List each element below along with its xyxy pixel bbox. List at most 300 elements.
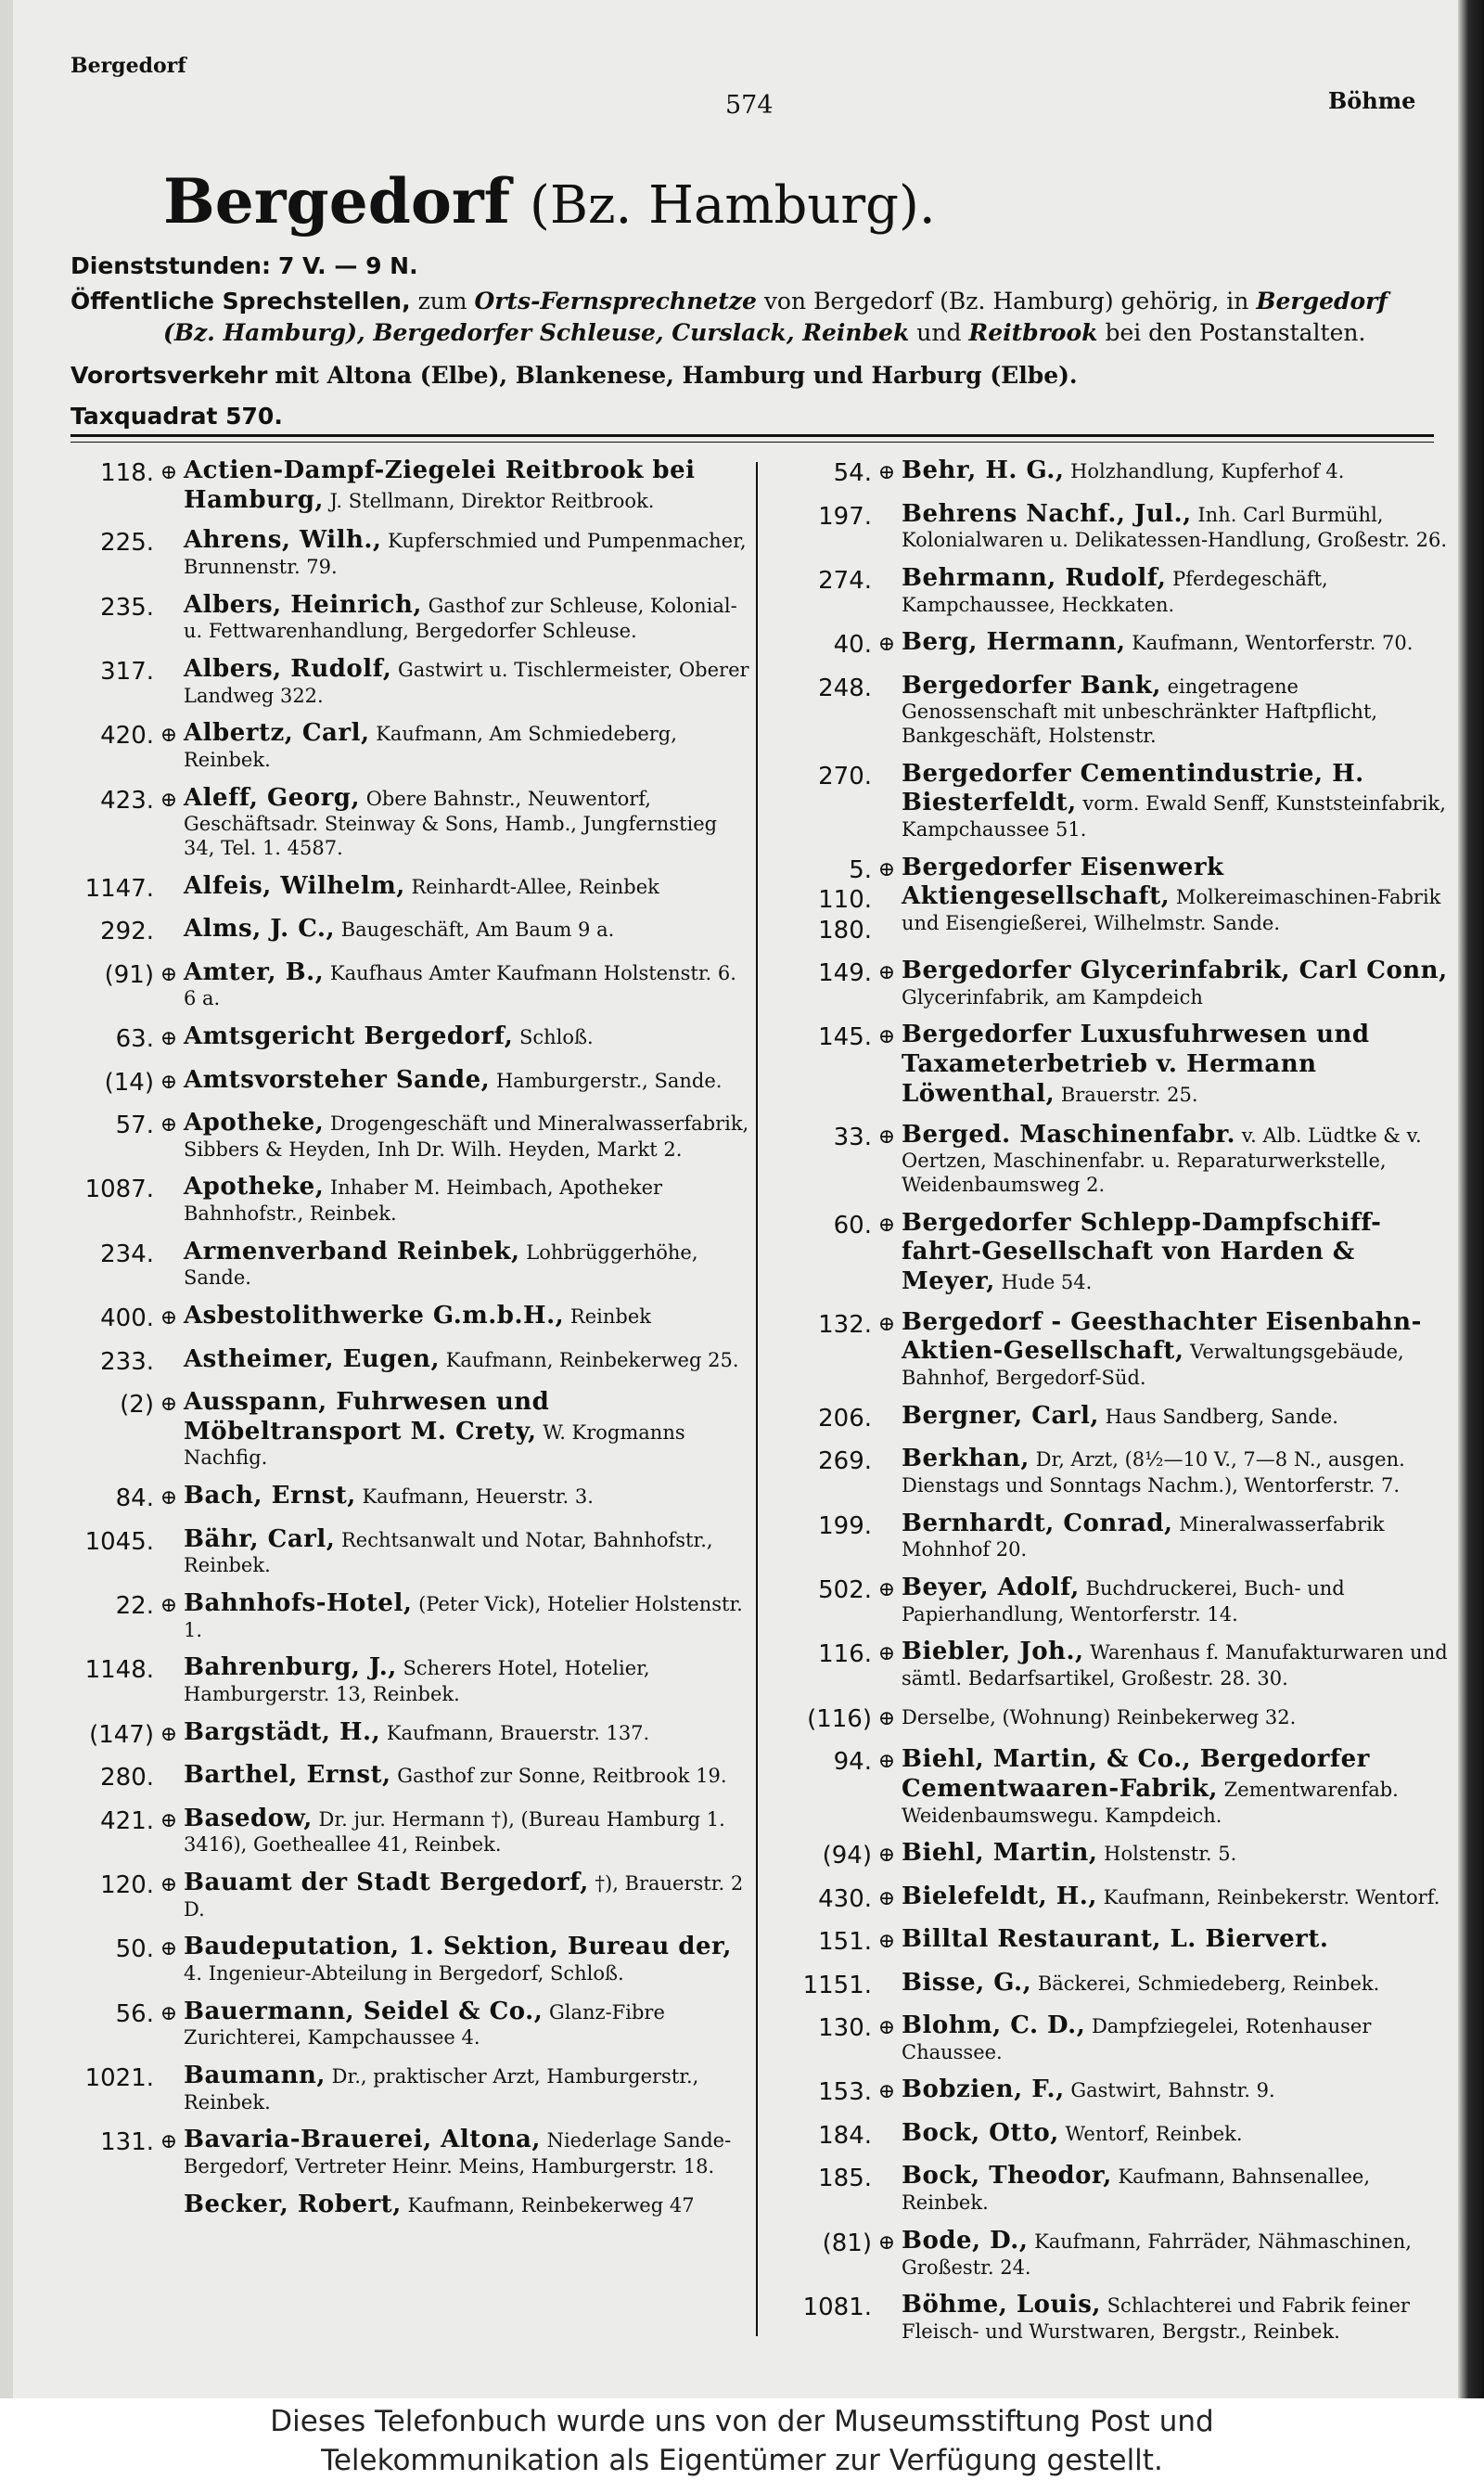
entry-number: 1148. (84, 1656, 154, 1685)
sprechstellen-text: und (916, 319, 962, 346)
public-station-mark-icon: ⊕ (877, 1642, 896, 1666)
entry-description: Lohbrüggerhöhe, Sande. (184, 1240, 698, 1290)
entry-name: Berged. Maschinenfabr. (902, 1120, 1236, 1149)
column-divider (756, 462, 758, 2336)
entry-number (61, 2191, 154, 2192)
directory-entry (61, 526, 751, 579)
entry-description: eingetragene Genossenschaft mit unbeschränkter Haftpflicht, Bankgeschäft, Holstenstr. (902, 675, 1378, 747)
entry-text (184, 1109, 751, 1162)
directory-entry (800, 1839, 1449, 1871)
entry-text (184, 526, 751, 579)
entry-text (184, 655, 751, 708)
entry-name: Armenverband Reinbek, (184, 1237, 520, 1266)
entry-description: Brauerstr. 25. (1060, 1083, 1198, 1106)
entry-name: Bielefeldt, H., (902, 1882, 1097, 1910)
directory-entry (800, 1308, 1449, 1391)
entry-number: 274. (818, 566, 872, 595)
entry-name: Baudeputation, 1. Sektion, Bureau der, (184, 1933, 732, 1961)
directory-entry (800, 1882, 1449, 1915)
directory-entry (800, 2011, 1449, 2064)
entry-description: Niederlage Sande-Bergedorf, Vertreter Heinr. Meins, Hamburgerstr. 18. (184, 2129, 732, 2178)
directory-entry (800, 957, 1449, 1009)
entry-number: 1021. (84, 2063, 154, 2092)
directory-entry (61, 1589, 751, 1642)
directory-entry (800, 1638, 1449, 1690)
entry-text (184, 1388, 751, 1471)
entry-number: 430. (818, 1884, 872, 1913)
entry-description: Hude 54. (1001, 1271, 1093, 1293)
public-station-mark-icon (872, 760, 902, 764)
entry-name: Bavaria-Brauerei, Altona, (184, 2126, 541, 2154)
entry-number: 270. (818, 762, 872, 790)
entry-number: 400. (100, 1304, 154, 1332)
entry-description: Drogengeschäft und Mineralwasserfabrik, Sibbers & Heyden, Inh Dr. Wilh. Heyden, Markt 2. (184, 1112, 749, 1161)
entry-number: 56. (115, 1999, 154, 2028)
directory-entry (61, 1173, 751, 1226)
entry-description: Verwaltungsgebäude, Bahnhof, Bergedorf-Süd. (902, 1341, 1404, 1390)
entry-text (184, 1525, 751, 1578)
entry-text (902, 500, 1449, 553)
entry-description: Haus Sandberg, Sande. (1105, 1405, 1338, 1428)
entry-name: Bergedorfer Cementindustrie, H. Biesterfeldt, (902, 759, 1364, 817)
info-sprechstellen (70, 284, 1434, 319)
entry-number: 116. (818, 1640, 872, 1669)
directory-entry (61, 1525, 751, 1578)
entry-text (184, 1589, 751, 1642)
entry-number: 199. (818, 1511, 872, 1540)
public-station-mark-icon (154, 1653, 184, 1657)
directory-entry (800, 2227, 1449, 2280)
entry-number: 60. (833, 1211, 872, 1240)
entry-description: Kupferschmied und Pumpenmacher, Brunnenstr. 79. (184, 530, 747, 579)
entry-name: Bergedorfer Eisenwerk Aktiengesellschaft, (902, 853, 1224, 911)
public-station-mark-icon: ⊕ (160, 1872, 178, 1896)
sprechstellen-text: von Bergedorf (Bz. Hamburg) gehörig, in (763, 288, 1249, 315)
entry-text (184, 591, 751, 644)
entry-text (184, 1761, 751, 1791)
entry-text (184, 1998, 751, 2050)
entry-description: Holstenstr. 5. (1104, 1843, 1237, 1866)
public-station-mark-icon (872, 2162, 902, 2165)
entry-number: 145. (818, 1023, 872, 1052)
entry-number: 63. (115, 1025, 154, 1054)
entry-text (184, 719, 751, 772)
entry-text (184, 2191, 751, 2220)
entry-description: Pferdegeschäft, Kampchaussee, Heckkaten. (902, 567, 1328, 616)
entry-name: Bisse, G., (902, 1968, 1032, 1997)
public-station-mark-icon: ⊕ (877, 1844, 896, 1868)
page-left-edge (0, 0, 13, 2398)
entry-number: 151. (818, 1928, 872, 1957)
directory-entry (800, 1574, 1449, 1626)
running-head-name: Böhme (1328, 87, 1416, 114)
entry-description: Baugeschäft, Am Baum 9 a. (340, 919, 615, 942)
entry-text (184, 1653, 751, 1706)
entry-text (902, 1574, 1449, 1626)
public-station-mark-icon: ⊕ (160, 1593, 178, 1617)
entry-name: Actien-Dampf-Ziegelei Reitbrook bei Hamburg, (184, 456, 696, 514)
public-station-mark-icon (872, 2119, 902, 2123)
entry-description: J. Stellmann, Direktor Reitbrook. (329, 489, 655, 512)
entry-text (902, 1969, 1449, 1998)
entry-description: Reinhardt-Allee, Reinbek (411, 875, 659, 898)
entry-description: Gastwirt, Bahnstr. 9. (1070, 2079, 1275, 2102)
public-station-mark-icon (872, 564, 902, 568)
entry-number: 153. (818, 2078, 872, 2107)
directory-entry (61, 1482, 751, 1514)
entry-description: Dampfziegelei, Rotenhauser Chaussee. (902, 2015, 1372, 2063)
entry-description: Derselbe, (Wohnung) Reinbekerweg 32. (902, 1705, 1297, 1728)
entry-name: Baumann, (184, 2061, 326, 2089)
entry-description: Gasthof zur Sonne, Reitbrook 19. (397, 1765, 727, 1788)
entry-text (902, 854, 1449, 936)
entry-name: Astheimer, Eugen, (184, 1344, 441, 1373)
entry-description: Kaufmann, Reinbekerweg 25. (445, 1348, 739, 1371)
public-station-mark-icon (154, 915, 184, 919)
public-station-mark-icon: ⊕ (160, 1722, 178, 1746)
entry-description: Kaufmann, Fahrräder, Nähmaschinen, Großestr. 24. (902, 2229, 1412, 2279)
entry-number: 206. (818, 1404, 872, 1433)
entry-text (902, 957, 1449, 1009)
directory-entry (61, 2062, 751, 2114)
directory-entry (61, 655, 751, 708)
public-station-mark-icon: ⊕ (877, 633, 896, 657)
entry-text (902, 456, 1449, 486)
entry-number: (91) (104, 960, 154, 989)
public-station-mark-icon (872, 1445, 902, 1448)
entry-number: 120. (100, 1870, 154, 1899)
entry-description: Kaufmann, Bahnsenallee, Reinbek. (902, 2165, 1371, 2215)
entry-description: Kaufmann, Brauerstr. 137. (386, 1721, 650, 1744)
entry-description: Holzhandlung, Kupferhof 4. (1070, 460, 1345, 482)
public-station-mark-icon: ⊕ (877, 1886, 896, 1910)
entry-number: (2) (120, 1391, 154, 1419)
entry-description: Glanz-Fibre Zurichterei, Kampchaussee 4. (184, 2000, 665, 2050)
left-column (61, 456, 751, 2230)
entry-name: Behr, H. G., (902, 456, 1065, 484)
public-station-mark-icon (872, 500, 902, 504)
sprechstellen-italic: Orts-Fernsprechnetze (474, 288, 757, 315)
entry-text (184, 1805, 751, 1857)
entry-name: Barthel, Ernst, (184, 1761, 391, 1790)
public-station-mark-icon: ⊕ (877, 1213, 896, 1237)
directory-entry (800, 854, 1449, 946)
public-station-mark-icon: ⊕ (160, 1113, 178, 1137)
entry-text (184, 1022, 751, 1052)
entry-text (902, 1209, 1449, 1297)
directory-entry (61, 719, 751, 772)
directory-entry (800, 2291, 1449, 2344)
entry-number: (81) (822, 2229, 872, 2257)
entry-number: 5. 110. 180. (818, 855, 872, 944)
directory-entry (61, 1933, 751, 1985)
public-station-mark-icon: ⊕ (160, 1808, 178, 1832)
public-station-mark-icon: ⊕ (160, 1306, 178, 1330)
entry-description: Wentorf, Reinbek. (1065, 2122, 1243, 2145)
entry-number: 57. (115, 1112, 154, 1140)
entry-text (184, 784, 751, 861)
entry-number: 1147. (84, 874, 154, 903)
entry-description: Molkereimaschinen-Fabrik und Eisengießerei, Wilhelmstr. Sande. (902, 886, 1441, 935)
directory-entry (800, 1121, 1449, 1198)
entry-name: Bähr, Carl, (184, 1524, 336, 1553)
dienststunden-value: 7 V. — 9 N. (277, 252, 418, 279)
directory-entry (800, 2162, 1449, 2215)
info-sprechstellen-line2 (163, 315, 1484, 351)
public-station-mark-icon: ⊕ (877, 2016, 896, 2040)
public-station-mark-icon: ⊕ (160, 962, 178, 986)
entry-text (184, 2126, 751, 2178)
entry-text (902, 1882, 1449, 1912)
directory-entry (800, 1703, 1449, 1735)
entry-name: Apotheke, (184, 1109, 325, 1137)
running-head-place: Bergedorf (70, 54, 186, 78)
entry-description: Buchdruckerei, Buch- und Papierhandlung, Wentorferstr. 14. (902, 1576, 1345, 1625)
entry-text (902, 1445, 1449, 1497)
entry-number: 502. (818, 1575, 872, 1604)
entry-name: Bahrenburg, J., (184, 1653, 397, 1682)
entry-number: 269. (818, 1447, 872, 1476)
directory-entry (61, 1022, 751, 1055)
public-station-mark-icon: ⊕ (877, 461, 896, 484)
entry-description: 4. Ingenieur-Abteilung in Bergedorf, Schloß. (184, 1961, 624, 1985)
entry-name: Bargstädt, H., (184, 1717, 381, 1746)
entry-name: Biehl, Martin, & Co., Bergedorfer Cementwaaren-Fabrik, (902, 1745, 1370, 1803)
entry-number: 317. (100, 658, 154, 687)
directory-entry (61, 872, 751, 905)
entry-number: 84. (115, 1484, 154, 1513)
entry-name: Biebler, Joh., (902, 1638, 1084, 1666)
entry-number: (147) (89, 1720, 154, 1749)
entry-name: Bergedorfer Glycerinfabrik, Carl Conn, (902, 957, 1448, 985)
entry-name: Bergedorf - Geesthachter Eisenbahn-Aktien-Gesellschaft, (902, 1307, 1422, 1366)
sprechstellen-italic: Bergedorf (1256, 288, 1388, 315)
public-station-mark-icon: ⊕ (160, 2130, 178, 2154)
entry-text (184, 1238, 751, 1291)
entry-text (902, 628, 1449, 658)
entry-number: 280. (100, 1764, 154, 1793)
sprechstellen-text: bei den Postanstalten. (1105, 319, 1366, 346)
public-station-mark-icon: ⊕ (160, 1937, 178, 1961)
public-station-mark-icon: ⊕ (877, 2080, 896, 2104)
entry-name: Bock, Theodor, (902, 2162, 1112, 2191)
info-taxquadrat (70, 399, 1434, 434)
entry-number: 225. (100, 529, 154, 558)
public-station-mark-icon (154, 1761, 184, 1765)
public-station-mark-icon: ⊕ (160, 724, 178, 748)
entry-description: (Peter Vick), Hotelier Holstenstr. 1. (184, 1592, 743, 1641)
entry-number: 132. (818, 1310, 872, 1339)
entry-number: 234. (100, 1240, 154, 1268)
sprechstellen-italic: Reitbrook (968, 319, 1098, 346)
entry-text (902, 1638, 1449, 1690)
public-station-mark-icon: ⊕ (877, 1312, 896, 1336)
entry-description: Hamburgerstr., Sande. (495, 1069, 723, 1092)
entry-description: Kaufmann, Heuerstr. 3. (362, 1485, 594, 1509)
public-station-mark-icon (872, 1969, 902, 1972)
public-station-mark-icon (872, 672, 902, 675)
entry-text (184, 915, 751, 944)
directory-entry (61, 1388, 751, 1471)
public-station-mark-icon: ⊕ (160, 1070, 178, 1094)
entry-text (184, 1345, 751, 1375)
page-binding-edge (1458, 0, 1484, 2398)
public-station-mark-icon: ⊕ (877, 857, 896, 881)
entry-name: Alms, J. C., (184, 915, 336, 944)
directory-entry (61, 1998, 751, 2050)
entry-description: Kaufmann, Reinbekerweg 47 (407, 2193, 695, 2217)
sprechstellen-text: zum (417, 288, 467, 315)
entry-description: Mineralwasserfabrik Mohnhof 20. (902, 1512, 1385, 1561)
directory-entry (800, 1969, 1449, 2001)
entry-name: Amtsvorsteher Sande, (184, 1065, 491, 1094)
entry-description: Inhaber M. Heimbach, Apotheker Bahnhofstr., Reinbek. (184, 1176, 663, 1226)
entry-text (184, 1718, 751, 1748)
entry-name: Aleff, Georg, (184, 783, 361, 812)
entry-text (902, 2291, 1449, 2344)
entry-number: 423. (100, 786, 154, 815)
entry-number: 235. (100, 593, 154, 622)
entry-number: 197. (818, 502, 872, 531)
entry-name: Biehl, Martin, (902, 1839, 1098, 1868)
entry-text (902, 1021, 1449, 1109)
public-station-mark-icon: ⊕ (877, 1577, 896, 1601)
public-station-mark-icon (154, 1238, 184, 1241)
entry-name: Behrens Nachf., Jul., (902, 499, 1192, 528)
directory-entry (800, 760, 1449, 842)
public-station-mark-icon (154, 1525, 184, 1529)
entry-description: Dr. jur. Hermann †), (Bureau Hamburg 1. 3416), Goetheallee 41, Reinbek. (184, 1807, 725, 1857)
entry-text (184, 1302, 751, 1331)
entry-description: Gasthof zur Schleuse, Kolonial- u. Fettwarenhandlung, Bergedorfer Schleuse. (184, 594, 737, 643)
entry-description: Zementwarenfab. Weidenbaumswegu. Kampdeich. (902, 1778, 1399, 1827)
directory-entry (800, 1021, 1449, 1109)
public-station-mark-icon: ⊕ (877, 1124, 896, 1149)
entry-description: Schlachterei und Fabrik feiner Fleisch- und Wurstwaren, Bergstr., Reinbek. (902, 2294, 1410, 2343)
title-suffix: (Bz. Hamburg). (530, 175, 936, 236)
directory-entry (800, 1510, 1449, 1562)
entry-name: Asbestolithwerke G.m.b.H., (184, 1302, 565, 1330)
public-station-mark-icon (154, 872, 184, 876)
public-station-mark-icon (154, 1345, 184, 1349)
directory-entry (61, 1869, 751, 1921)
entry-description: Schloß. (518, 1026, 594, 1049)
entry-name: Berg, Hermann, (902, 628, 1126, 657)
entry-text (902, 1308, 1449, 1391)
directory-entry (61, 1345, 751, 1378)
entry-description: Inh. Carl Burmühl, Kolonialwaren u. Delikatessen-Handlung, Großestr. 26. (902, 503, 1448, 552)
entry-description: Scherers Hotel, Hotelier, Hamburgerstr. 13, Reinbek. (184, 1657, 650, 1705)
public-station-mark-icon: ⊕ (877, 1706, 896, 1730)
directory-entry (800, 1445, 1449, 1497)
entry-name: Bode, D., (902, 2226, 1029, 2255)
directory-entry (61, 1805, 751, 1857)
entry-number: 1045. (84, 1527, 154, 1556)
entry-number: 233. (100, 1347, 154, 1376)
footer-note (0, 2398, 1484, 2480)
public-station-mark-icon (154, 2191, 184, 2194)
directory-entry (800, 1925, 1449, 1958)
entry-number: 149. (818, 959, 872, 988)
public-station-mark-icon: ⊕ (160, 1027, 178, 1051)
entry-description: Kaufmann, Reinbekerstr. Wentorf. (1103, 1885, 1440, 1908)
header-rule-thin (70, 442, 1434, 443)
entry-text (902, 2227, 1449, 2280)
entry-name: Amter, B., (184, 957, 325, 986)
taxquadrat: Taxquadrat 570. (70, 403, 283, 430)
directory-entry (61, 1653, 751, 1706)
entry-number: 118. (100, 459, 154, 487)
sprechstellen-places: (Bz. Hamburg), Bergedorfer Schleuse, Curslack, Reinbek (163, 319, 910, 346)
directory-entry (800, 500, 1449, 553)
entry-description: Kaufhaus Amter Kaufmann Holstenstr. 6. 6 a. (184, 961, 736, 1010)
public-station-mark-icon (872, 2291, 902, 2294)
entry-description: Reinbek (569, 1305, 651, 1328)
public-station-mark-icon (154, 2062, 184, 2065)
entry-text (902, 2075, 1449, 2105)
public-station-mark-icon (154, 655, 184, 659)
entry-number: 1081. (802, 2294, 872, 2322)
entry-name: Bauamt der Stadt Bergedorf, (184, 1868, 589, 1896)
entry-description: v. Alb. Lüdtke & v. Oertzen, Maschinenfabr. u. Reparaturwerkstelle, Weidenbaumsweg 2. (902, 1124, 1422, 1196)
entry-number: 33. (833, 1123, 872, 1151)
footer-line-1: Dieses Telefonbuch wurde uns von der Museumsstiftung Post und (270, 2405, 1214, 2438)
info-vorortsverkehr (70, 358, 1434, 393)
entry-description: Dr., praktischer Arzt, Hamburgerstr., Reinbek. (184, 2064, 699, 2114)
entry-text (184, 2062, 751, 2114)
entry-description: †), Brauerstr. 2 D. (184, 1871, 744, 1921)
entry-description: Glycerinfabrik, am Kampdeich (902, 985, 1203, 1009)
directory-entry (61, 1109, 751, 1162)
directory-entry (61, 1718, 751, 1751)
entry-text (184, 1933, 751, 1985)
entry-text (902, 1402, 1449, 1432)
entry-name: Behrmann, Rudolf, (902, 563, 1167, 592)
entry-text (184, 1482, 751, 1511)
directory-entry (800, 2119, 1449, 2152)
entry-number: 185. (818, 2165, 872, 2193)
entry-text (902, 1925, 1449, 1955)
entry-name: Albers, Heinrich, (184, 590, 422, 619)
entry-name: Beyer, Adolf, (902, 1573, 1080, 1601)
entry-number: 131. (100, 2128, 154, 2157)
dienststunden-label: Dienststunden: (70, 252, 271, 279)
entry-number: 54. (833, 459, 872, 487)
entry-text (902, 1510, 1449, 1562)
public-station-mark-icon (872, 1402, 902, 1406)
entry-text (184, 1173, 751, 1226)
entry-number: 50. (115, 1935, 154, 1964)
public-station-mark-icon: ⊕ (877, 1025, 896, 1049)
entry-name: Alfeis, Wilhelm, (184, 871, 405, 900)
entry-name: Ahrens, Wilh., (184, 526, 382, 555)
entry-name: Berkhan, (902, 1445, 1030, 1473)
entry-number: 40. (833, 631, 872, 660)
entry-text (902, 2011, 1449, 2064)
directory-entry (61, 2126, 751, 2178)
entry-number: 292. (100, 918, 154, 946)
entry-description: Bäckerei, Schmiedeberg, Reinbek. (1037, 1972, 1380, 1995)
entry-text (902, 672, 1449, 749)
entry-number: 1087. (84, 1176, 154, 1204)
entry-number: 420. (100, 722, 154, 751)
entry-number: (94) (822, 1842, 872, 1870)
entry-name: Billtal Restaurant, L. Biervert. (902, 1925, 1329, 1954)
entry-name: Amtsgericht Bergedorf, (184, 1022, 514, 1051)
directory-entry (800, 2075, 1449, 2108)
public-station-mark-icon (872, 1510, 902, 1513)
entry-description: Obere Bahnstr., Neuwentorf, Geschäftsadr. Steinway & Sons, Hamb., Jungfernstieg 34, Tel. 1. 4587. (184, 787, 718, 860)
